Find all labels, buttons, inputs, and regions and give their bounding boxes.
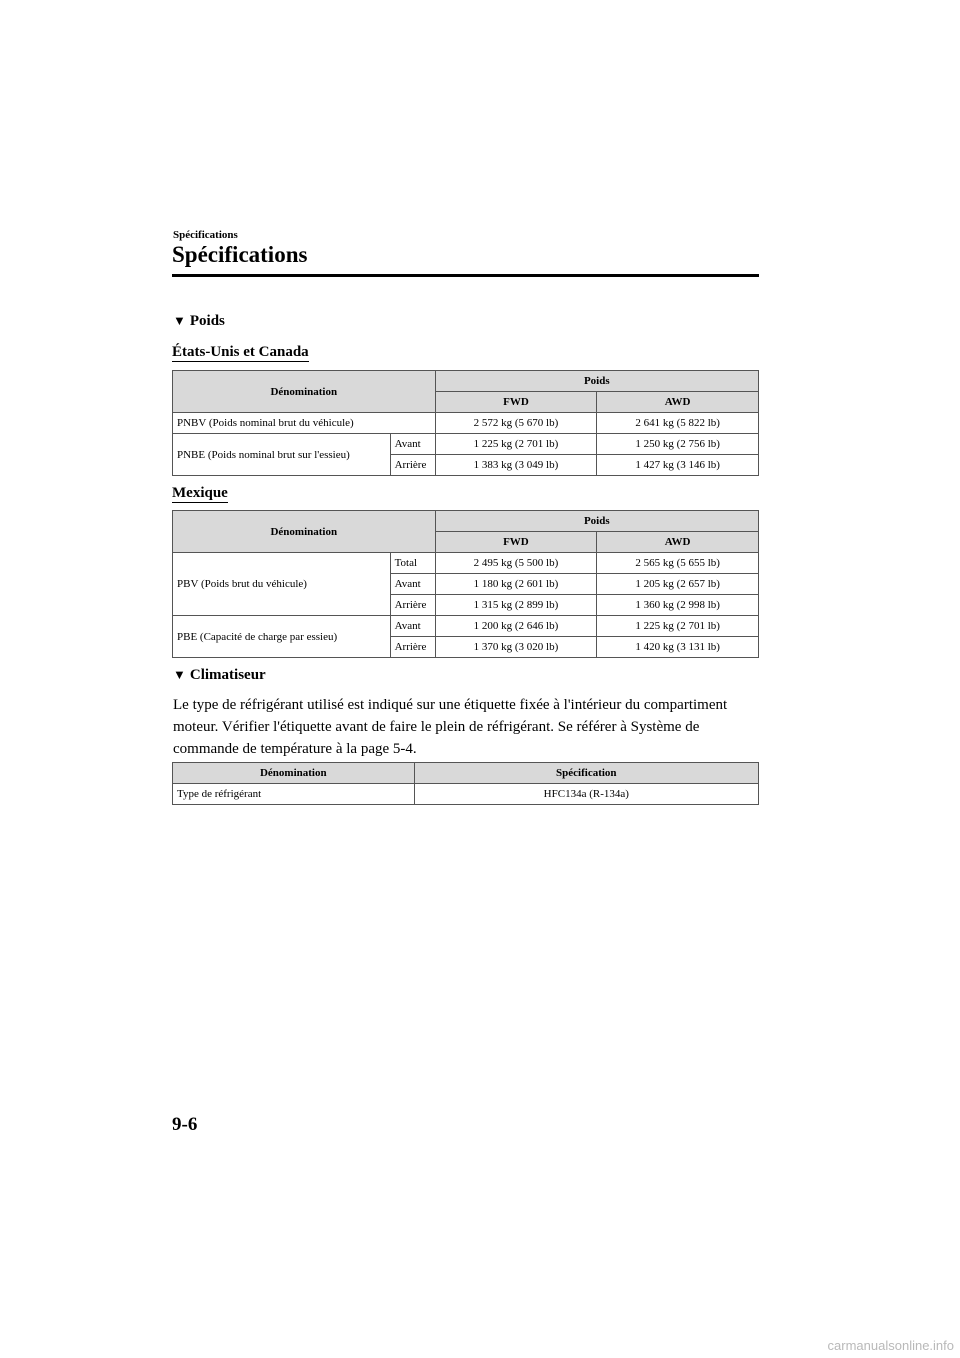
row-awd: 1 250 kg (2 756 lb) bbox=[597, 434, 759, 455]
mexique-weight-table bbox=[172, 510, 759, 658]
row-name: PNBE (Poids nominal brut sur l'essieu) bbox=[173, 434, 391, 476]
row-awd: 1 360 kg (2 998 lb) bbox=[597, 595, 759, 616]
row-sub: Avant bbox=[390, 434, 435, 455]
table-row bbox=[173, 784, 759, 805]
col-poids: Poids bbox=[435, 511, 758, 532]
poids-heading-label: Poids bbox=[189, 313, 225, 329]
climatiseur-heading bbox=[173, 667, 266, 684]
climatiseur-heading-label: Climatiseur bbox=[189, 667, 266, 683]
table-row bbox=[173, 434, 759, 455]
row-sub: Arrière bbox=[390, 637, 435, 658]
col-denomination: Dénomination bbox=[173, 371, 436, 413]
row-fwd: 2 495 kg (5 500 lb) bbox=[435, 553, 597, 574]
col-fwd: FWD bbox=[435, 392, 597, 413]
row-value: HFC134a (R-134a) bbox=[414, 784, 758, 805]
col-denomination: Dénomination bbox=[173, 511, 436, 553]
row-awd: 1 225 kg (2 701 lb) bbox=[597, 616, 759, 637]
poids-heading bbox=[173, 313, 225, 330]
row-fwd: 1 180 kg (2 601 lb) bbox=[435, 574, 597, 595]
section-header: Spécifications bbox=[173, 229, 238, 241]
row-fwd: 1 370 kg (3 020 lb) bbox=[435, 637, 597, 658]
row-fwd: 1 315 kg (2 899 lb) bbox=[435, 595, 597, 616]
row-awd: 1 427 kg (3 146 lb) bbox=[597, 455, 759, 476]
col-awd: AWD bbox=[597, 532, 759, 553]
row-sub: Arrière bbox=[390, 595, 435, 616]
row-sub: Avant bbox=[390, 574, 435, 595]
usa-subheading: États-Unis et Canada bbox=[172, 344, 309, 360]
refrigerant-table bbox=[172, 762, 759, 805]
row-fwd: 2 572 kg (5 670 lb) bbox=[435, 413, 597, 434]
page-number: 9-6 bbox=[172, 1114, 198, 1135]
col-awd: AWD bbox=[597, 392, 759, 413]
title-divider bbox=[172, 274, 759, 277]
page-title: Spécifications bbox=[172, 242, 308, 267]
triangle-down-icon: ▼ bbox=[173, 313, 186, 328]
row-fwd: 1 225 kg (2 701 lb) bbox=[435, 434, 597, 455]
table-row bbox=[173, 616, 759, 637]
row-fwd: 1 383 kg (3 049 lb) bbox=[435, 455, 597, 476]
col-denomination: Dénomination bbox=[173, 763, 415, 784]
col-specification: Spécification bbox=[414, 763, 758, 784]
mexique-subheading-wrap bbox=[172, 484, 228, 502]
row-sub: Total bbox=[390, 553, 435, 574]
table-row bbox=[173, 553, 759, 574]
usa-weight-table bbox=[172, 370, 759, 476]
row-awd: 1 420 kg (3 131 lb) bbox=[597, 637, 759, 658]
col-poids: Poids bbox=[435, 371, 758, 392]
watermark: carmanualsonline.info bbox=[827, 1338, 954, 1353]
row-sub: Avant bbox=[390, 616, 435, 637]
row-name: Type de réfrigérant bbox=[173, 784, 415, 805]
usa-subheading-wrap bbox=[172, 343, 309, 361]
climatiseur-paragraph: Le type de réfrigérant utilisé est indiqué sur une étiquette fixée à l'intérieur du compartiment moteur. Vérifier l'étiquette avant de faire le plein de réfrigérant. Se référer à Système de commande de température à la page 5-4. bbox=[173, 697, 728, 757]
row-name: PNBV (Poids nominal brut du véhicule) bbox=[173, 413, 436, 434]
row-sub: Arrière bbox=[390, 455, 435, 476]
mexique-subheading: Mexique bbox=[172, 485, 228, 501]
row-awd: 2 641 kg (5 822 lb) bbox=[597, 413, 759, 434]
table-row bbox=[173, 413, 759, 434]
triangle-down-icon: ▼ bbox=[173, 667, 186, 682]
row-fwd: 1 200 kg (2 646 lb) bbox=[435, 616, 597, 637]
row-awd: 2 565 kg (5 655 lb) bbox=[597, 553, 759, 574]
row-name: PBV (Poids brut du véhicule) bbox=[173, 553, 391, 616]
row-awd: 1 205 kg (2 657 lb) bbox=[597, 574, 759, 595]
col-fwd: FWD bbox=[435, 532, 597, 553]
row-name: PBE (Capacité de charge par essieu) bbox=[173, 616, 391, 658]
